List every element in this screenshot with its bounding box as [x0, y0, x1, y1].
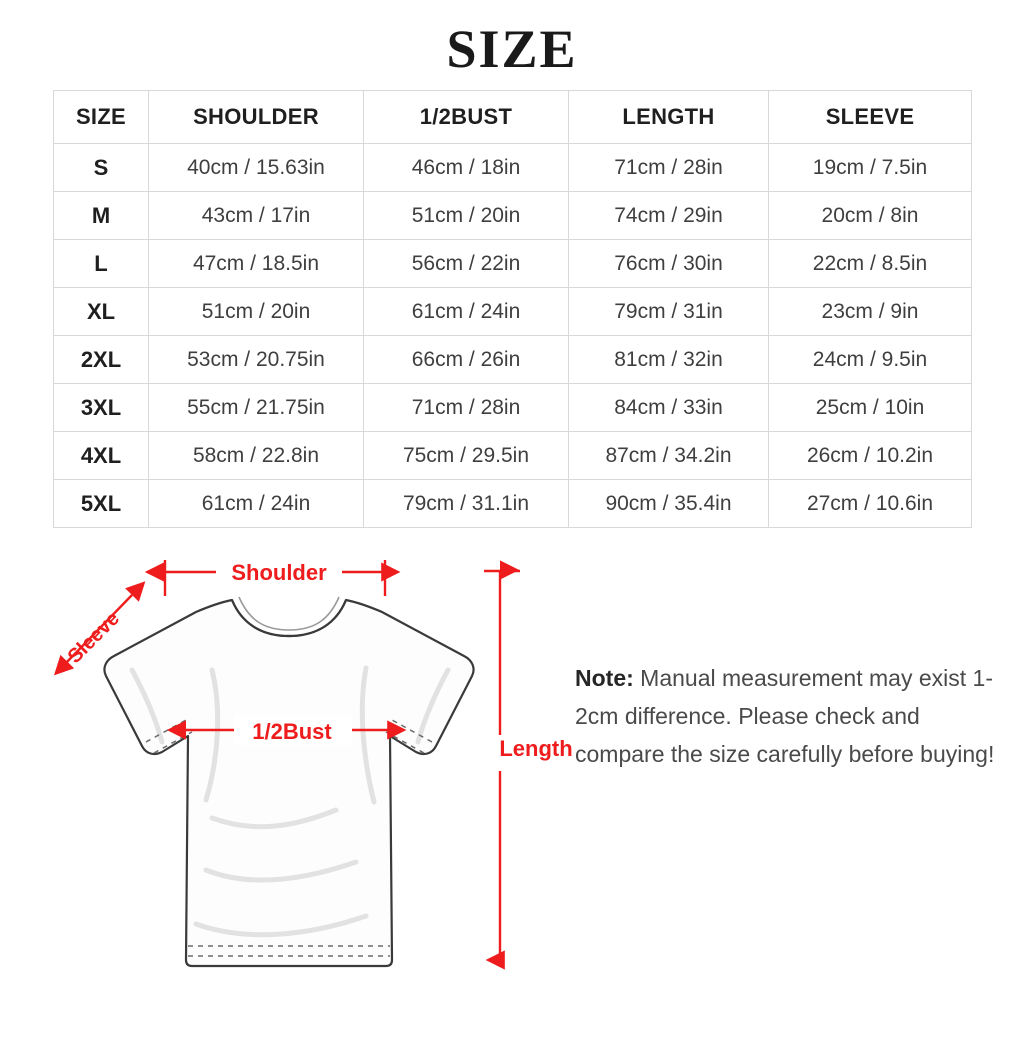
cell-length: 76cm / 30in	[569, 240, 769, 288]
table-row	[54, 288, 972, 336]
size-chart-page	[0, 19, 1024, 1046]
column-header-shoulder: SHOULDER	[149, 91, 364, 144]
cell-length: 90cm / 35.4in	[569, 480, 769, 528]
size-table	[53, 90, 972, 528]
cell-sleeve: 25cm / 10in	[769, 384, 972, 432]
cell-shoulder: 51cm / 20in	[149, 288, 364, 336]
cell-sleeve: 20cm / 8in	[769, 192, 972, 240]
cell-length: 79cm / 31in	[569, 288, 769, 336]
cell-halfbust: 46cm / 18in	[364, 144, 569, 192]
size-table-container	[53, 90, 971, 528]
table-row	[54, 384, 972, 432]
cell-shoulder: 43cm / 17in	[149, 192, 364, 240]
table-row	[54, 336, 972, 384]
cell-halfbust: 71cm / 28in	[364, 384, 569, 432]
cell-halfbust: 66cm / 26in	[364, 336, 569, 384]
cell-halfbust: 56cm / 22in	[364, 240, 569, 288]
cell-shoulder: 61cm / 24in	[149, 480, 364, 528]
column-header-halfbust: 1/2BUST	[364, 91, 569, 144]
cell-size: 3XL	[54, 384, 149, 432]
table-header-row	[54, 91, 972, 144]
cell-sleeve: 27cm / 10.6in	[769, 480, 972, 528]
cell-size: 2XL	[54, 336, 149, 384]
page-title: SIZE	[446, 19, 578, 79]
cell-length: 84cm / 33in	[569, 384, 769, 432]
cell-halfbust: 61cm / 24in	[364, 288, 569, 336]
table-row	[54, 192, 972, 240]
cell-sleeve: 26cm / 10.2in	[769, 432, 972, 480]
note-text: Manual measurement may exist 1-2cm difference. Please check and compare the size carefully before buying!	[575, 665, 995, 767]
table-row	[54, 240, 972, 288]
cell-sleeve: 23cm / 9in	[769, 288, 972, 336]
cell-length: 74cm / 29in	[569, 192, 769, 240]
length-measure-arrow	[470, 560, 580, 1020]
length-label: Length	[499, 736, 573, 761]
cell-halfbust: 51cm / 20in	[364, 192, 569, 240]
cell-size: XL	[54, 288, 149, 336]
cell-sleeve: 22cm / 8.5in	[769, 240, 972, 288]
note-label: Note:	[575, 665, 634, 691]
cell-size: 4XL	[54, 432, 149, 480]
halfbust-label: 1/2Bust	[252, 719, 332, 744]
table-row	[54, 480, 972, 528]
column-header-length: LENGTH	[569, 91, 769, 144]
cell-length: 81cm / 32in	[569, 336, 769, 384]
sleeve-label: Sleeve	[63, 607, 124, 668]
column-header-sleeve: SLEEVE	[769, 91, 972, 144]
shoulder-label: Shoulder	[231, 560, 327, 585]
table-row	[54, 432, 972, 480]
cell-size: L	[54, 240, 149, 288]
cell-size: M	[54, 192, 149, 240]
cell-halfbust: 79cm / 31.1in	[364, 480, 569, 528]
measurement-note	[575, 660, 995, 774]
table-row	[54, 144, 972, 192]
cell-shoulder: 40cm / 15.63in	[149, 144, 364, 192]
tshirt-outline	[104, 597, 473, 966]
cell-size: S	[54, 144, 149, 192]
cell-shoulder: 53cm / 20.75in	[149, 336, 364, 384]
cell-length: 71cm / 28in	[569, 144, 769, 192]
cell-sleeve: 24cm / 9.5in	[769, 336, 972, 384]
cell-shoulder: 47cm / 18.5in	[149, 240, 364, 288]
cell-halfbust: 75cm / 29.5in	[364, 432, 569, 480]
cell-length: 87cm / 34.2in	[569, 432, 769, 480]
cell-sleeve: 19cm / 7.5in	[769, 144, 972, 192]
cell-shoulder: 58cm / 22.8in	[149, 432, 364, 480]
cell-shoulder: 55cm / 21.75in	[149, 384, 364, 432]
column-header-size: SIZE	[54, 91, 149, 144]
measurement-diagram-section	[0, 550, 1024, 1020]
cell-size: 5XL	[54, 480, 149, 528]
